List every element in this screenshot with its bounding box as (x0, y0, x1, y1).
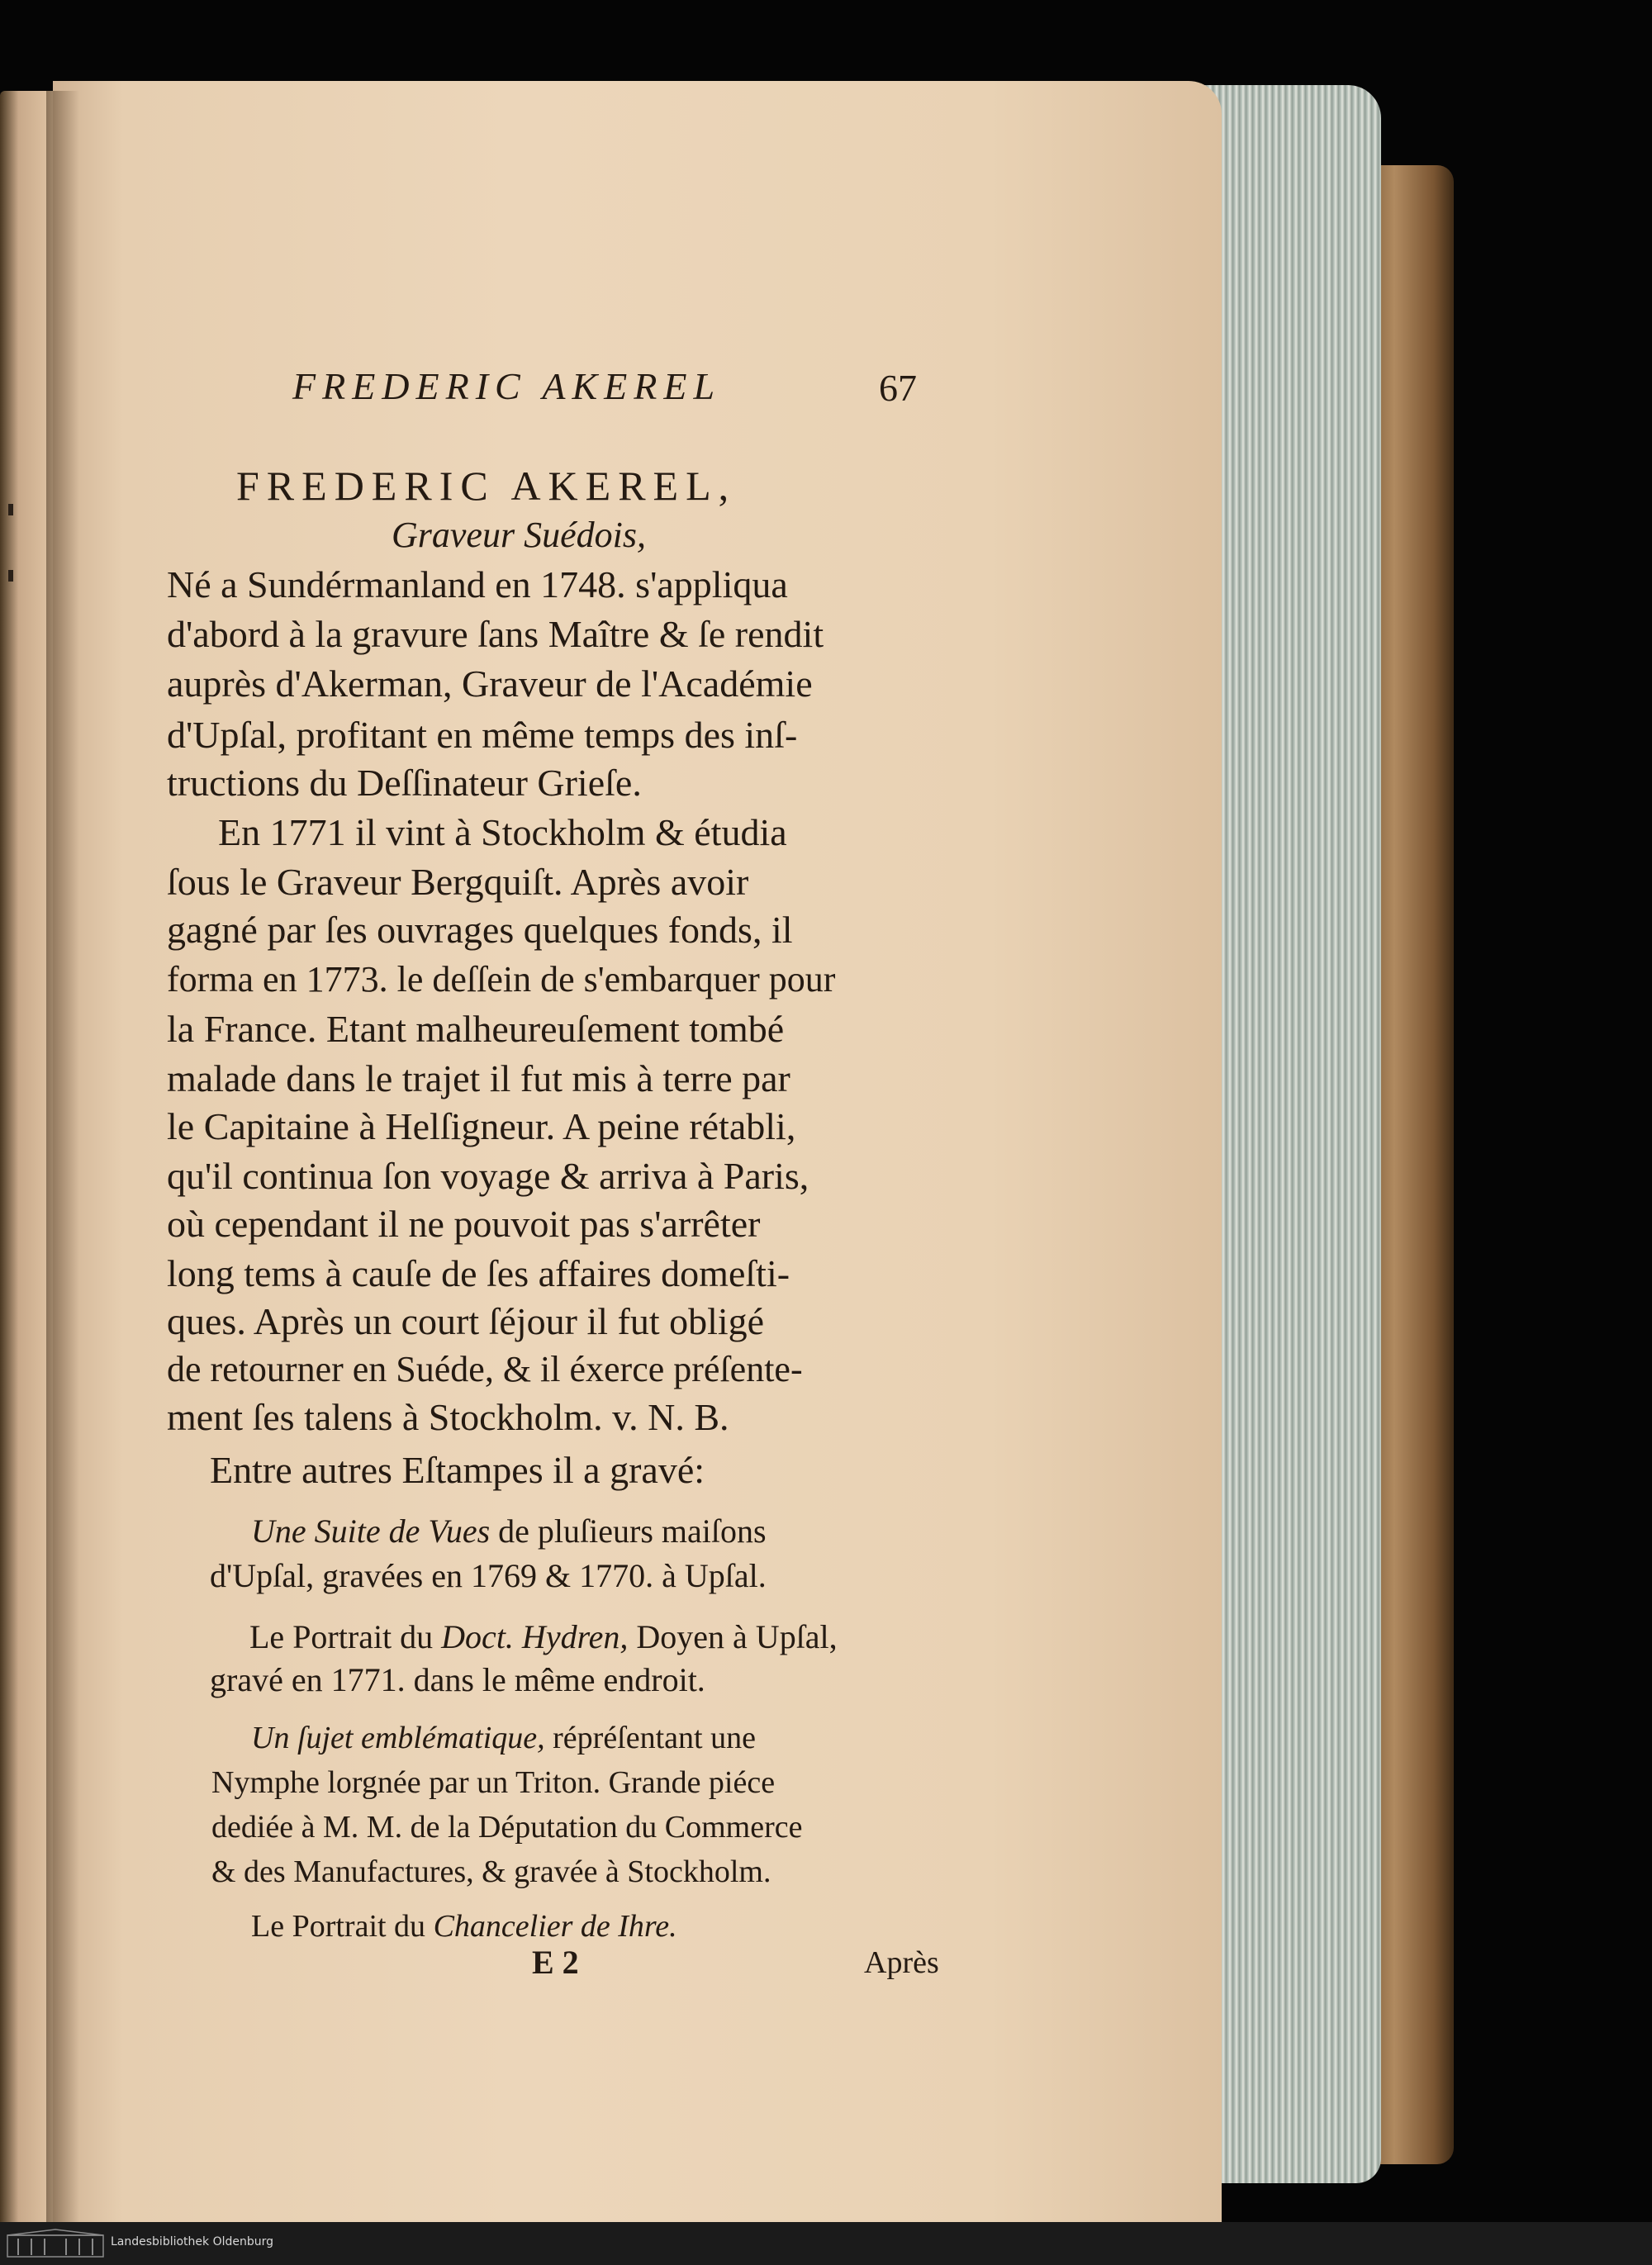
para2-line-8: qu'il continua ſon voyage & arriva à Paris, (167, 1155, 809, 1197)
para2-line-11: ques. Après un court ſéjour il fut obligé (167, 1300, 765, 1342)
entry3-rest: répréſentant une (544, 1721, 756, 1755)
entry2-line-1 (249, 1612, 838, 1662)
para2-line-7: le Capitaine à Helſigneur. A peine rétabli, (167, 1105, 796, 1147)
entry1-line-1 (251, 1507, 767, 1556)
entry2-title: Doct. Hydren, (441, 1618, 629, 1655)
page-number: 67 (879, 367, 917, 409)
entry2-line-2: gravé en 1771. dans le même endroit. (210, 1661, 705, 1698)
para2-line-6: malade dans le trajet il fut mis à terre par (167, 1057, 790, 1099)
entry4-prefix: Le Portrait du (251, 1909, 434, 1944)
entry3-line-1 (251, 1713, 756, 1763)
spine-shadow (46, 91, 79, 2222)
entry1-line-2: d'Upſal, gravées en 1769 & 1770. à Upſal. (210, 1557, 767, 1594)
page-text (53, 81, 1222, 2222)
entry2-prefix: Le Portrait du (249, 1618, 442, 1655)
para1-line-5: tructions du Deſſinateur Grieſe. (167, 762, 642, 804)
running-head: FREDERIC AKEREL (292, 365, 722, 407)
para2-line-13: ment ſes talens à Stockholm. v. N. B. (167, 1396, 729, 1438)
entry1-title: Une Suite de Vues (251, 1512, 491, 1550)
library-building-icon (7, 2229, 104, 2258)
entry2-rest: Doyen à Upſal, (628, 1618, 838, 1655)
catchword: Après (864, 1945, 939, 1980)
entry4-title: Chancelier de Ihre. (433, 1909, 677, 1944)
para2-line-5: la France. Etant malheureuſement tombé (167, 1008, 785, 1050)
entry3-title: Un ſujet emblématique, (251, 1721, 545, 1755)
para1-line-2: d'abord à la gravure ſans Maître & ſe rendit (167, 613, 824, 655)
para2-line-1: En 1771 il vint à Stockholm & étudia (218, 811, 787, 853)
para2-line-3: gagné par ſes ouvrages quelques fonds, il (167, 909, 793, 951)
para2-line-4: forma en 1773. le deſſein de s'embarquer pour (167, 959, 836, 1000)
para1-line-4: d'Upſal, profitant en même temps des inſ- (167, 714, 798, 756)
para2-line-9: où cependant il ne pouvoit pas s'arrêter (167, 1203, 761, 1245)
left-page-edge (0, 91, 53, 2222)
entry-subheading: Graveur Suédois, (392, 515, 646, 555)
book-page (53, 81, 1222, 2222)
entry4-line-1 (251, 1902, 677, 1951)
para1-line-1: Né a Sundérmanland en 1748. s'appliqua (167, 563, 788, 605)
signature-mark: E 2 (532, 1944, 579, 1981)
entry3-line-4: & des Manufactures, & gravée à Stockholm. (211, 1854, 771, 1889)
page-block-edge (1199, 85, 1381, 2183)
entry3-line-3: dediée à M. M. de la Députation du Commerce (211, 1810, 803, 1845)
para1-line-3: auprès d'Akerman, Graveur de l'Académie (167, 662, 813, 705)
footer-bar (0, 2222, 1652, 2265)
entry1-rest: de pluſieurs maiſons (490, 1512, 767, 1550)
para2-line-10: long tems à cauſe de ſes affaires domeſti- (167, 1252, 790, 1294)
para2-line-12: de retourner en Suéde, & il éxerce préſente- (167, 1349, 803, 1389)
list-intro: Entre autres Eſtampes il a gravé: (210, 1449, 705, 1491)
entry3-line-2: Nymphe lorgnée par un Triton. Grande piéce (211, 1765, 776, 1800)
footer-label: Landesbibliothek Oldenburg (111, 2235, 274, 2248)
entry-heading: FREDERIC AKEREL, (236, 463, 737, 509)
para2-line-2: ſous le Graveur Bergquiſt. Après avoir (167, 861, 749, 903)
